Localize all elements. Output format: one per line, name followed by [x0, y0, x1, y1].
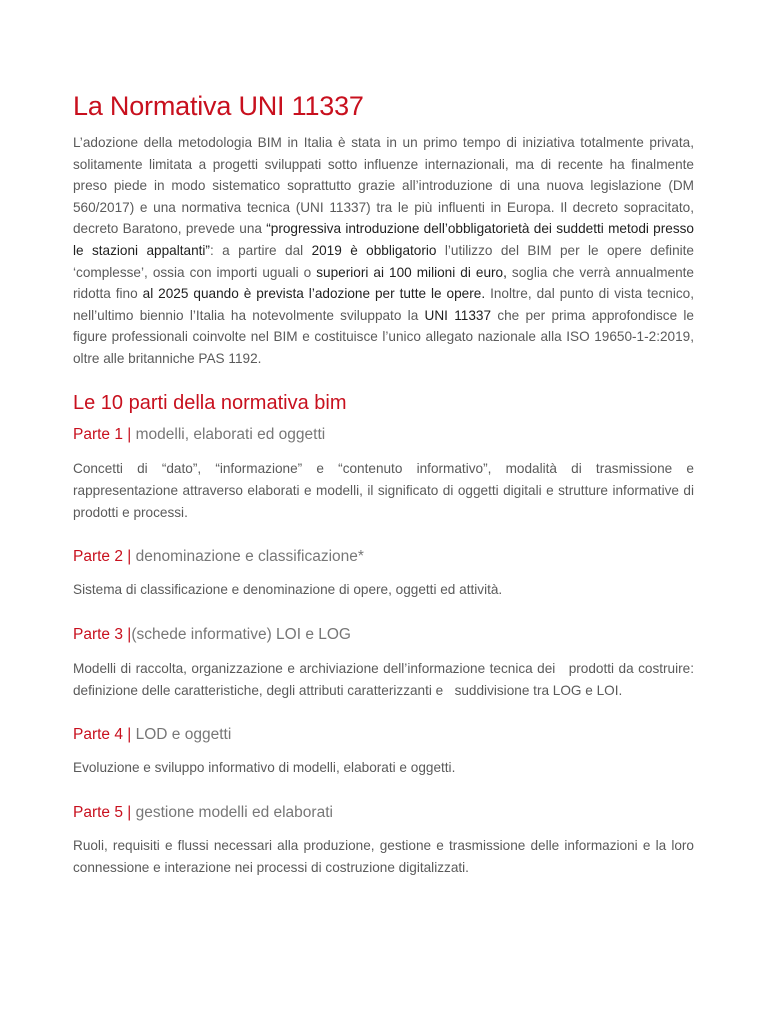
part-heading [73, 801, 694, 825]
part-heading [73, 423, 694, 447]
part-description: Ruoli, requisiti e flussi necessari alla produzione, gestione e trasmissione delle informazioni e la loro connessione e interazione nei processi di costruzione digitalizzati. [73, 837, 694, 875]
part-name: modelli, elaborati ed oggetti [135, 425, 326, 443]
section-subtitle: Le 10 parti della normativa bim [73, 391, 347, 414]
part-name: gestione modelli ed elaborati [135, 803, 333, 821]
part-section-4 [73, 723, 694, 779]
intro-highlight-3: superiori ai 100 milioni di euro, [316, 264, 507, 280]
part-name: denominazione e classificazione* [135, 547, 364, 565]
part-number: Parte 1 | [73, 425, 136, 443]
part-section-2 [73, 545, 694, 601]
intro-highlight-4: al 2025 quando è prevista l’adozione per tutte le opere. [142, 286, 486, 302]
intro-paragraph [73, 132, 694, 370]
part-description: Modelli di raccolta, organizzazione e archiviazione dell’informazione tecnica dei prodotti da costruire: definizione delle caratteristiche, degli attributi caratterizzanti e suddivisione tra LOG e LOI. [73, 660, 698, 698]
part-name: (schede informative) LOI e LOG [131, 625, 351, 643]
part-heading [73, 545, 694, 569]
intro-text-1: L’adozione della metodologia BIM in Italia è stata in un primo tempo di iniziativa totalmente privata, solitamente limitata a progetti sviluppati sotto influenze internazionali, ma di recente ha finalmente preso piede in modo sistematico soprattutto grazie all’introduzione di una nuova legislazione (DM 560/2017) e una normativa tecnica (UNI 11337) tra le più influenti in Europa. Il decreto sopracitato, decreto Baratono, prevede una [73, 135, 694, 237]
part-name: LOD e oggetti [135, 725, 232, 743]
part-heading [73, 623, 694, 647]
part-section-5 [73, 801, 694, 879]
intro-text-2: : a partire dal [209, 242, 312, 258]
intro-highlight-1: “progressiva introduzione dell’obbligatorietà dei suddetti metodi presso le stazioni appaltanti” [73, 221, 694, 258]
intro-highlight-2: 2019 è obbligatorio [311, 242, 437, 258]
intro-text-4: soglia che verrà annualmente ridotta fino [73, 264, 694, 302]
part-number: Parte 3 | [73, 625, 132, 643]
part-description: Concetti di “dato”, “informazione” e “contenuto informativo”, modalità di trasmissione e rappresentazione attraverso elaborati e modelli, il significato di oggetti digitali e strutture informative di prodotti e processi. [73, 460, 694, 520]
part-section-1 [73, 423, 694, 524]
part-description: Evoluzione e sviluppo informativo di modelli, elaborati e oggetti. [73, 759, 456, 775]
page-title: La Normativa UNI 11337 [73, 91, 364, 121]
intro-highlight-5: UNI 11337 [424, 307, 492, 323]
document-page [73, 88, 698, 879]
part-heading [73, 723, 694, 747]
intro-text-6: che per prima approfondisce le figure professionali coinvolte nel BIM e costituisce l’unico allegato nazionale alla ISO 19650-1-2:2019, oltre alle britanniche PAS 1192. [73, 307, 694, 366]
part-section-3 [73, 623, 698, 702]
intro-text-5: Inoltre, dal punto di vista tecnico, nell’ultimo biennio l’Italia ha notevolmente sviluppato la [73, 286, 694, 323]
intro-text-3: l’utilizzo del BIM per le opere definite ‘complesse’, ossia con importi uguali o [73, 242, 694, 280]
part-number: Parte 4 | [73, 725, 136, 743]
part-description: Sistema di classificazione e denominazione di opere, oggetti ed attività. [73, 581, 503, 597]
part-number: Parte 5 | [73, 803, 136, 821]
part-number: Parte 2 | [73, 547, 136, 565]
